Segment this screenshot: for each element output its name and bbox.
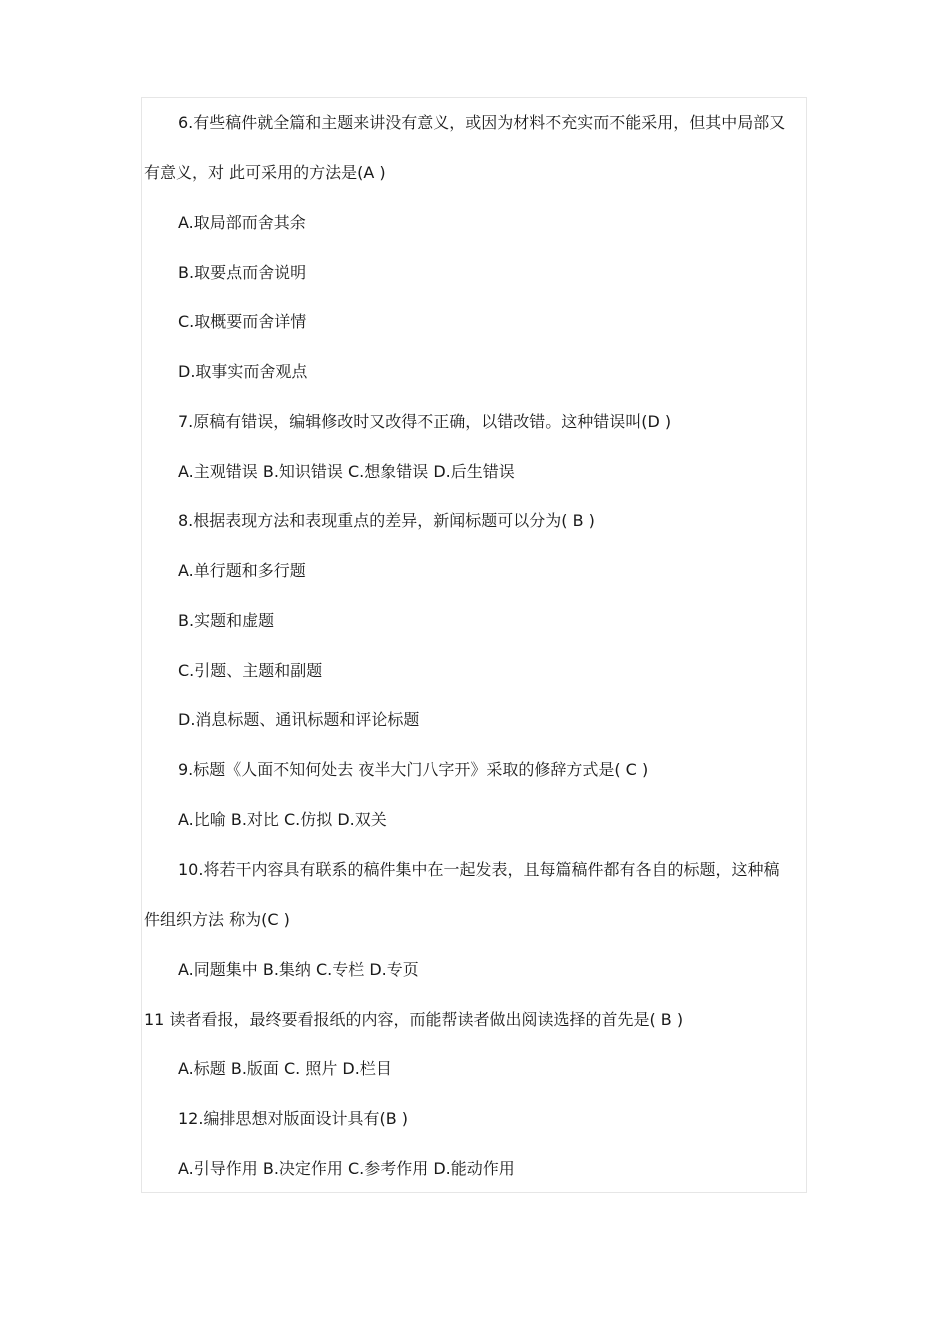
option-6d: D.取事实而舍观点 xyxy=(178,362,308,381)
options-10: A.同题集中 B.集纳 C.专栏 D.专页 xyxy=(178,960,419,979)
question-6-line-1: 6.有些稿件就全篇和主题来讲没有意义，或因为材料不充实而不能采用，但其中局部又 xyxy=(178,113,786,132)
option-6b: B.取要点而舍说明 xyxy=(178,263,307,282)
option-8c: C.引题、主题和副题 xyxy=(178,661,323,680)
option-8d: D.消息标题、通讯标题和评论标题 xyxy=(178,710,420,729)
question-10-line-2: 件组织方法 称为(C ) xyxy=(144,910,290,929)
options-12: A.引导作用 B.决定作用 C.参考作用 D.能动作用 xyxy=(178,1159,515,1178)
question-10-line-1: 10.将若干内容具有联系的稿件集中在一起发表，且每篇稿件都有各自的标题，这种稿 xyxy=(178,860,780,879)
options-7: A.主观错误 B.知识错误 C.想象错误 D.后生错误 xyxy=(178,462,515,481)
question-7: 7.原稿有错误，编辑修改时又改得不正确，以错改错。这种错误叫(D ) xyxy=(178,412,672,431)
question-8: 8.根据表现方法和表现重点的差异，新闻标题可以分为( B ) xyxy=(178,511,595,530)
option-8a: A.单行题和多行题 xyxy=(178,561,306,580)
options-11: A.标题 B.版面 C. 照片 D.栏目 xyxy=(178,1059,392,1078)
option-6a: A.取局部而舍其余 xyxy=(178,213,306,232)
question-12: 12.编排思想对版面设计具有(B ) xyxy=(178,1109,408,1128)
options-9: A.比喻 B.对比 C.仿拟 D.双关 xyxy=(178,810,387,829)
question-11: 11 读者看报，最终要看报纸的内容，而能帮读者做出阅读选择的首先是( B ) xyxy=(144,1010,684,1029)
option-8b: B.实题和虚题 xyxy=(178,611,275,630)
question-6-line-2: 有意义，对 此可采用的方法是(A ) xyxy=(144,163,386,182)
option-6c: C.取概要而舍详情 xyxy=(178,312,307,331)
question-9: 9.标题《人面不知何处去 夜半大门八字开》采取的修辞方式是( C ) xyxy=(178,760,649,779)
